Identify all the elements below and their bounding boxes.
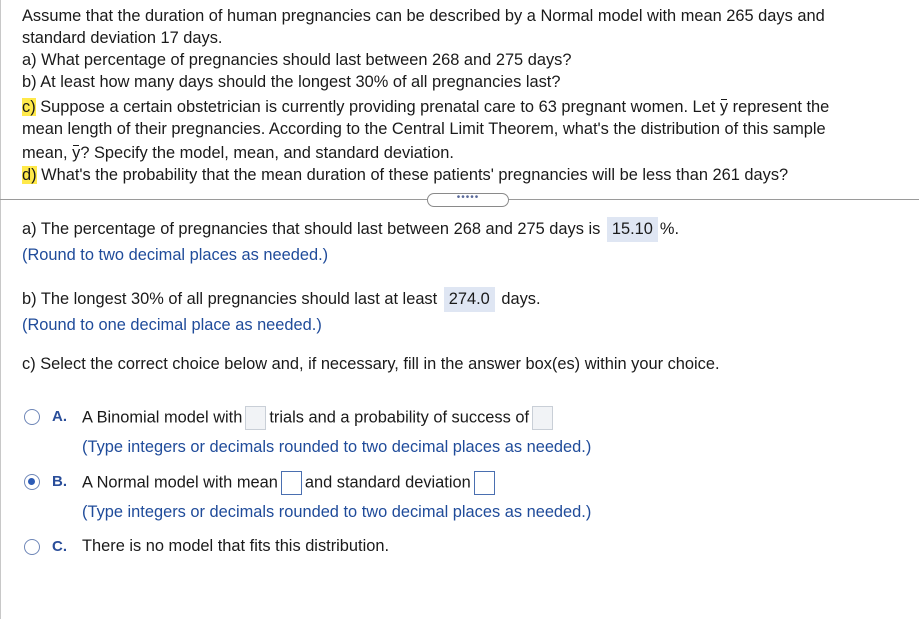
choice-a-text-middle: trials and a probability of success of (269, 408, 529, 427)
choice-b-hint: (Type integers or decimals rounded to two decimal places as needed.) (82, 503, 592, 521)
choice-a-radio[interactable] (24, 409, 40, 425)
part-d-highlight: d) (22, 166, 37, 184)
question-part-c-line-1 (22, 96, 902, 118)
answer-b (22, 287, 541, 312)
part-c-line3-start: mean, (22, 144, 73, 162)
choice-c-letter: C. (52, 538, 67, 555)
question-part-a: a) What percentage of pregnancies should last between 268 and 275 days? (22, 51, 572, 69)
question-text (22, 5, 902, 186)
question-part-d (22, 164, 902, 186)
answer-c-prompt: c) Select the correct choice below and, if necessary, fill in the answer box(es) within your choice. (22, 355, 720, 373)
answer-a-value[interactable]: 15.10 (607, 217, 658, 242)
expand-collapse-button[interactable] (427, 193, 509, 207)
answer-b-value[interactable]: 274.0 (444, 287, 495, 312)
choice-b-text-before: A Normal model with mean (82, 473, 278, 492)
question-part-c-line-3 (22, 142, 902, 164)
question-line-2: standard deviation 17 days. (22, 29, 223, 47)
question-line-1: Assume that the duration of human pregnancies can be described by a Normal model with mean 265 days and (22, 7, 825, 25)
more-dots-icon: ••••• (456, 192, 480, 203)
answer-a-suffix: %. (659, 220, 680, 238)
left-border (0, 0, 1, 619)
answer-a-hint: (Round to two decimal places as needed.) (22, 246, 329, 264)
y-bar-symbol: y (719, 98, 729, 116)
binomial-trials-input[interactable] (245, 406, 266, 430)
choice-a-hint: (Type integers or decimals rounded to two decimal places as needed.) (82, 438, 592, 456)
y-bar-symbol: y (72, 144, 81, 162)
part-c-line3-end: ? Specify the model, mean, and standard deviation. (80, 144, 454, 162)
part-c-text-end: represent the (728, 98, 830, 116)
choice-b-letter: B. (52, 473, 67, 490)
choice-a-letter: A. (52, 408, 67, 425)
part-c-text-start: Suppose a certain obstetrician is currently providing prenatal care to 63 pregnant women. Let (35, 98, 720, 116)
choice-a-text-before: A Binomial model with (82, 408, 243, 427)
answer-b-suffix: days. (501, 290, 541, 308)
choice-b-radio[interactable] (24, 474, 40, 490)
question-part-b: b) At least how many days should the longest 30% of all pregnancies last? (22, 73, 561, 91)
choice-c-radio[interactable] (24, 539, 40, 555)
binomial-probability-input[interactable] (532, 406, 553, 430)
normal-mean-input[interactable] (281, 471, 302, 495)
answer-a (22, 217, 679, 242)
choice-c-text: There is no model that fits this distribution. (82, 537, 390, 555)
choice-b-text (82, 471, 498, 495)
answer-a-prefix: a) The percentage of pregnancies that should last between 268 and 275 days is (22, 220, 601, 238)
choice-b-text-middle: and standard deviation (304, 473, 471, 492)
question-part-c-line-2: mean length of their pregnancies. According to the Central Limit Theorem, what's the distribution of this sample (22, 120, 826, 138)
answer-b-prefix: b) The longest 30% of all pregnancies should last at least (22, 290, 438, 308)
choice-c[interactable] (24, 538, 724, 562)
part-c-highlight: c) (22, 98, 36, 116)
normal-sd-input[interactable] (474, 471, 495, 495)
choice-b[interactable] (24, 473, 724, 533)
choice-a[interactable] (24, 408, 724, 468)
choice-a-text (82, 406, 556, 430)
part-d-text: What's the probability that the mean duration of these patients' pregnancies will be less than 261 days? (36, 166, 789, 184)
answer-b-hint: (Round to one decimal place as needed.) (22, 316, 322, 334)
